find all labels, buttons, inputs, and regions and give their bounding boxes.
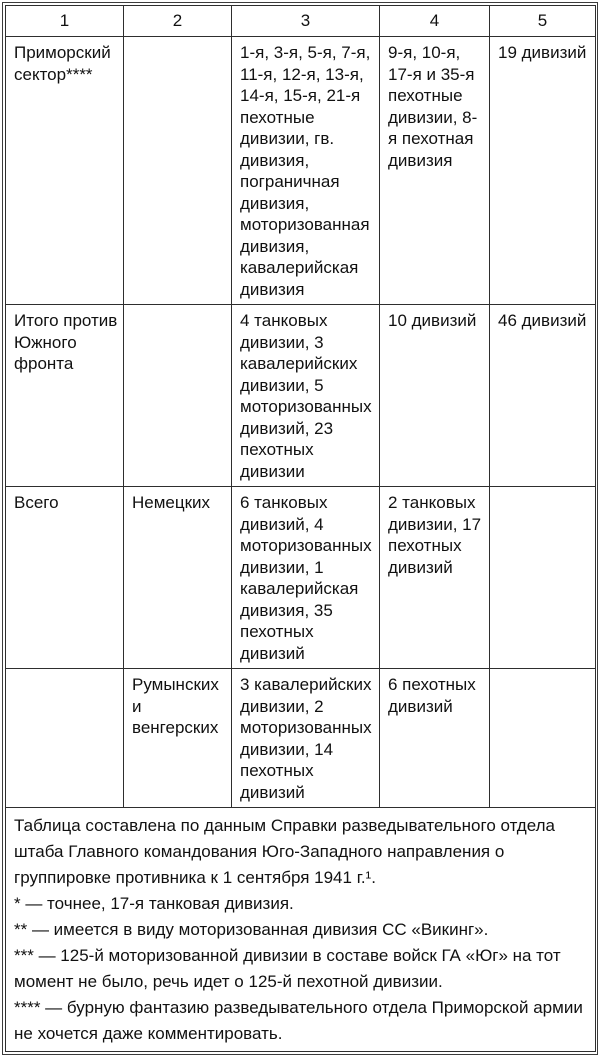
column-header-5: 5 — [490, 6, 596, 37]
table-row — [6, 37, 596, 305]
cell-second-line: 6 пехотных дивизий — [380, 669, 490, 808]
table-row — [6, 305, 596, 487]
footnotes-cell — [6, 808, 596, 1052]
cell-first-line: 1-я, 3-я, 5-я, 7-я, 11-я, 12-я, 13-я, 14-я, 15-я, 21-я пехотные дивизии, гв. дивизия, пограничная дивизия, моторизованная дивизия, кавалерийская дивизия — [232, 37, 380, 305]
cell-second-line: 10 дивизий — [380, 305, 490, 487]
cell-second-line: 9-я, 10-я, 17-я и 35-я пехотные дивизии, 8-я пехотная дивизия — [380, 37, 490, 305]
column-header-3: 3 — [232, 6, 380, 37]
footnote-3: *** — 125-й моторизованной дивизии в составе войск ГА «Юг» на тот момент не было, речь идет о 125-й пехотной дивизии. — [14, 946, 561, 991]
cell-nationality — [124, 305, 232, 487]
table-row — [6, 487, 596, 669]
cell-total — [490, 669, 596, 808]
cell-nationality: Немецких — [124, 487, 232, 669]
cell-sector: Приморский сектор**** — [6, 37, 124, 305]
cell-total: 46 дивизий — [490, 305, 596, 487]
enemy-divisions-table — [5, 5, 596, 1052]
table-header-row — [6, 6, 596, 37]
footnote-2: ** — имеется в виду моторизованная дивизия СС «Викинг». — [14, 920, 489, 939]
column-header-1: 1 — [6, 6, 124, 37]
cell-sector: Всего — [6, 487, 124, 669]
cell-sector: Итого против Южного фронта — [6, 305, 124, 487]
cell-first-line: 6 танковых дивизий, 4 моторизованных дивизии, 1 кавалерийская дивизия, 35 пехотных дивизий — [232, 487, 380, 669]
footnote-1: * — точнее, 17-я танковая дивизия. — [14, 894, 294, 913]
column-header-4: 4 — [380, 6, 490, 37]
footnote-source: Таблица составлена по данным Справки разведывательного отдела штаба Главного командования Юго-Западного направления о группировке противника к 1 сентября 1941 г.¹. — [14, 816, 555, 887]
table-row — [6, 669, 596, 808]
table-footnotes-row — [6, 808, 596, 1052]
table-outer-frame — [2, 2, 598, 1055]
cell-sector — [6, 669, 124, 808]
cell-total — [490, 487, 596, 669]
cell-first-line: 4 танковых дивизии, 3 кавалерийских дивизии, 5 моторизованных дивизий, 23 пехотных дивизии — [232, 305, 380, 487]
cell-total: 19 дивизий — [490, 37, 596, 305]
cell-first-line: 3 кавалерийских дивизии, 2 моторизованных дивизии, 14 пехотных дивизий — [232, 669, 380, 808]
cell-nationality: Румынских и венгерских — [124, 669, 232, 808]
footnote-4: **** — бурную фантазию разведывательного отдела Приморской армии не хочется даже комментировать. — [14, 998, 583, 1043]
cell-nationality — [124, 37, 232, 305]
column-header-2: 2 — [124, 6, 232, 37]
cell-second-line: 2 танковых дивизии, 17 пехотных дивизий — [380, 487, 490, 669]
